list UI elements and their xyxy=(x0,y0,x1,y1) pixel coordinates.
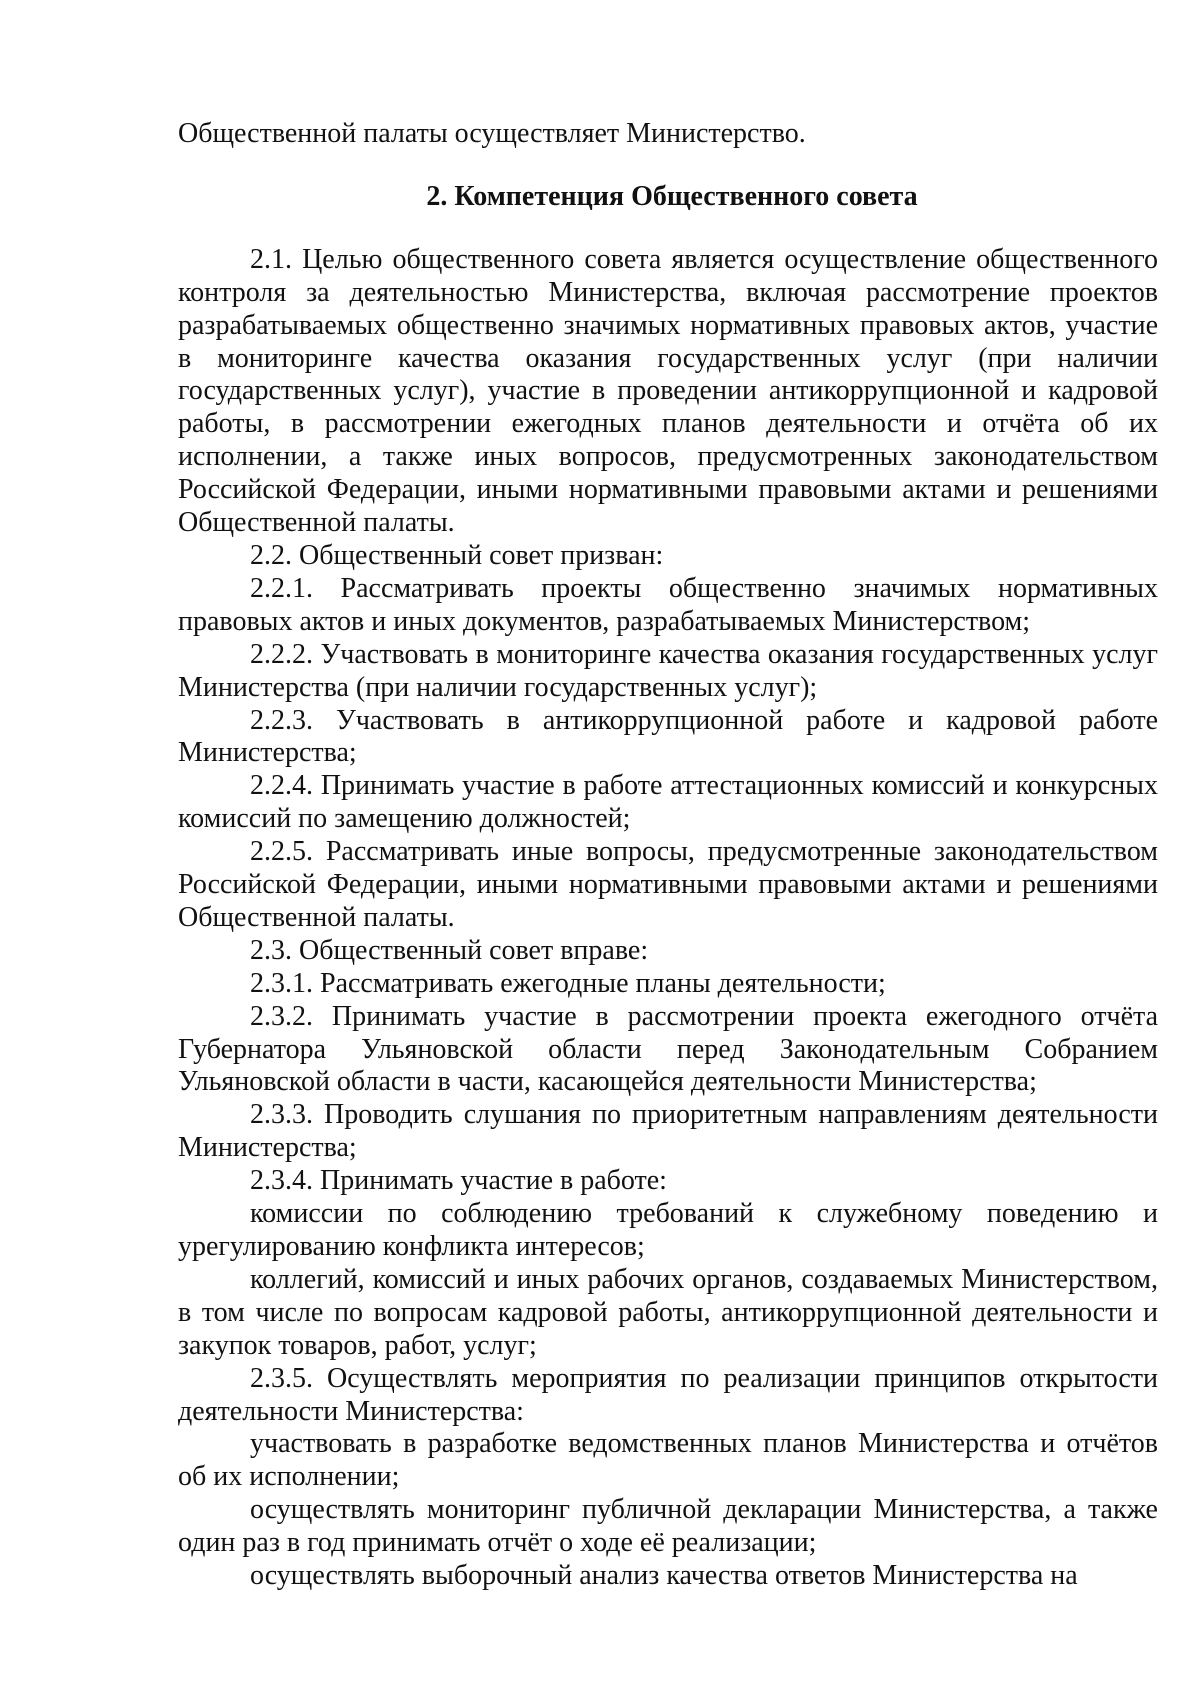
paragraph-2-2-2: 2.2.2. Участвовать в мониторинге качества оказания государственных услуг Министерства (при наличии государственных услуг); xyxy=(178,638,1158,703)
paragraph-departmental-plans: участвовать в разработке ведомственных планов Министерства и отчётов об их исполнении; xyxy=(178,1428,1158,1493)
paragraph-2-2-3: 2.2.3. Участвовать в антикоррупционной работе и кадровой работе Министерства; xyxy=(178,704,1158,769)
paragraph-2-1: 2.1. Целью общественного совета является осуществление общественного контроля за деятельностью Министерства, включая рассмотрение проектов разрабатываемых общественно значимых нормативных правовых актов, участие в мониторинге качества оказания государственных услуг (при наличии государственных услуг), участие в проведении антикоррупционной и кадровой работы, в рассмотрении ежегодных планов деятельности и отчёта об их исполнении, а также иных вопросов, предусмотренных законодательством Российской Федерации, иными нормативными правовыми актами и решениями Общественной палаты. xyxy=(178,243,1158,539)
section-heading: 2. Компетенция Общественного совета xyxy=(426,180,918,212)
paragraph-selective-analysis: осуществлять выборочный анализ качества ответов Министерства на xyxy=(250,1560,1078,1592)
paragraph-2-3-3: 2.3.3. Проводить слушания по приоритетным направлениям деятельности Министерства; xyxy=(178,1099,1158,1164)
paragraph-2-3-1: 2.3.1. Рассматривать ежегодные планы деятельности; xyxy=(250,967,886,999)
opening-line: Общественной палаты осуществляет Министерство. xyxy=(178,118,806,149)
paragraph-public-declaration: осуществлять мониторинг публичной декларации Министерства, а также один раз в год принимать отчёт о ходе её реализации; xyxy=(178,1494,1158,1559)
paragraph-commission-conduct: комиссии по соблюдению требований к служебному поведению и урегулированию конфликта интересов; xyxy=(178,1198,1158,1262)
paragraph-2-3-2: 2.3.2. Принимать участие в рассмотрении проекта ежегодного отчёта Губернатора Ульяновской области перед Законодательным Собранием Ульяновской области в части, касающейся деятельности Министерства; xyxy=(178,1000,1158,1098)
paragraph-2-3-4: 2.3.4. Принимать участие в работе: xyxy=(250,1165,667,1197)
paragraph-2-2: 2.2. Общественный совет призван: xyxy=(250,539,664,571)
paragraph-collegia: коллегий, комиссий и иных рабочих органов, создаваемых Министерством, в том числе по вопросам кадровой работы, антикоррупционной деятельности и закупок товаров, работ, услуг; xyxy=(178,1263,1158,1361)
paragraph-2-2-1: 2.2.1. Рассматривать проекты общественно значимых нормативных правовых актов и иных документов, разрабатываемых Министерством; xyxy=(178,572,1158,637)
paragraph-2-2-5: 2.2.5. Рассматривать иные вопросы, предусмотренные законодательством Российской Федерации, иными нормативными правовыми актами и решениями Общественной палаты. xyxy=(178,836,1158,933)
paragraph-2-3: 2.3. Общественный совет вправе: xyxy=(250,934,649,966)
paragraph-2-2-4: 2.2.4. Принимать участие в работе аттестационных комиссий и конкурсных комиссий по замещению должностей; xyxy=(178,770,1158,835)
paragraph-2-3-5: 2.3.5. Осуществлять мероприятия по реализации принципов открытости деятельности Министерства: xyxy=(178,1362,1158,1427)
document-body xyxy=(178,118,1158,1593)
